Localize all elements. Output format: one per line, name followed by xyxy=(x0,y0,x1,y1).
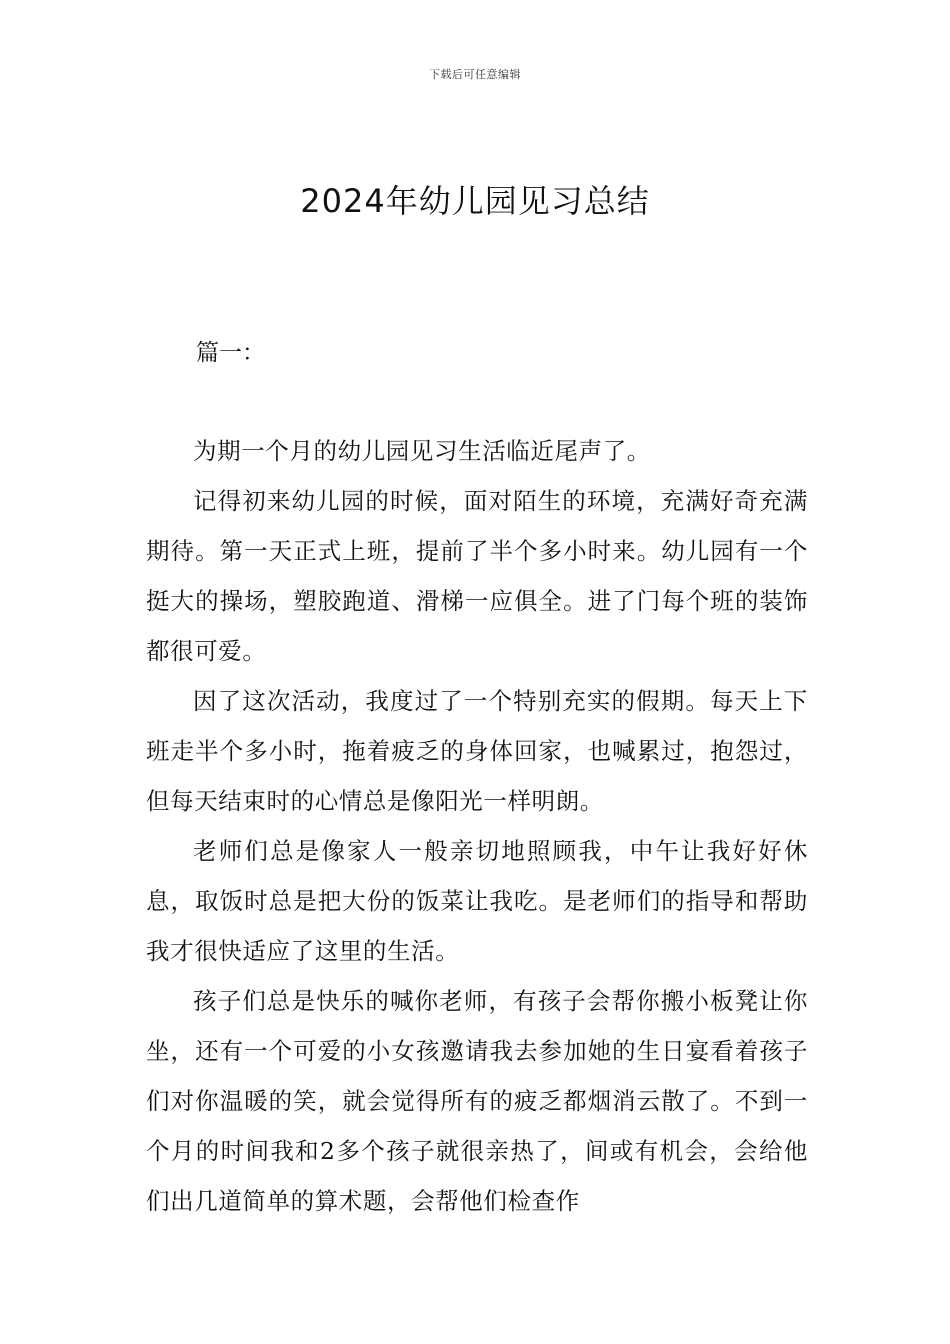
section-label: 篇一： xyxy=(196,340,265,366)
paragraph: 记得初来幼儿园的时候，面对陌生的环境，充满好奇充满期待。第一天正式上班，提前了半个多小时来。幼儿园有一个挺大的操场，塑胶跑道、滑梯一应俱全。进了门每个班的装饰都很可爱。 xyxy=(146,487,808,665)
document-title: 2024年幼儿园见习总结 xyxy=(300,182,650,220)
paragraph: 孩子们总是快乐的喊你老师，有孩子会帮你搬小板凳让你坐，还有一个可爱的小女孩邀请我去参加她的生日宴看着孩子们对你温暖的笑，就会觉得所有的疲乏都烟消云散了。不到一个月的时间我和2多个孩子就很亲热了，间或有机会，会给他们出几道简单的算术题，会帮他们检查作 xyxy=(146,987,808,1215)
paragraph: 老师们总是像家人一般亲切地照顾我，中午让我好好休息，取饭时总是把大份的饭菜让我吃。是老师们的指导和帮助我才很快适应了这里的生活。 xyxy=(146,837,808,965)
document-body xyxy=(146,426,808,1226)
header-note: 下载后可任意编辑 xyxy=(429,68,521,81)
paragraph: 为期一个月的幼儿园见习生活临近尾声了。 xyxy=(193,437,651,465)
paragraph: 因了这次活动，我度过了一个特别充实的假期。每天上下班走半个多小时，拖着疲乏的身体回家，也喊累过，抱怨过，但每天结束时的心情总是像阳光一样明朗。 xyxy=(146,687,808,815)
